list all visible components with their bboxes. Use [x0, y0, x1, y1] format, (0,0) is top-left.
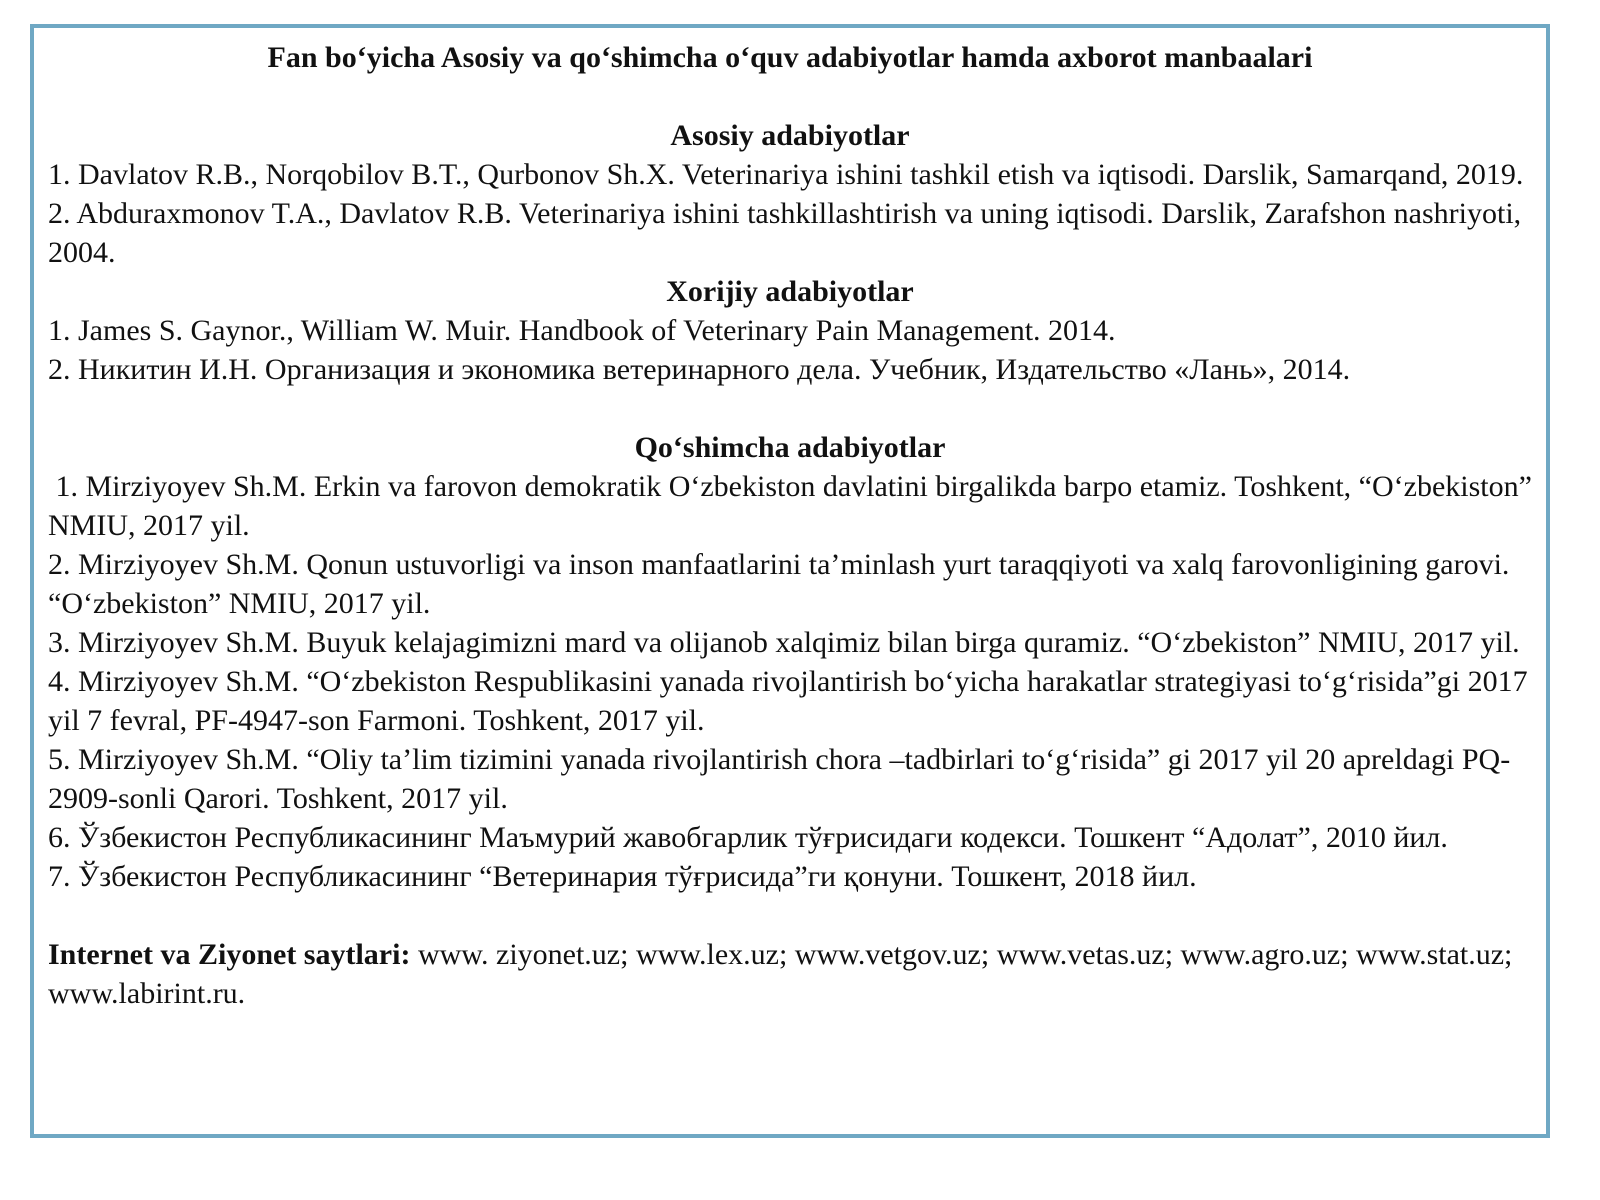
section-heading-main: Asosiy adabiyotlar: [670, 119, 910, 152]
blank-line: [48, 389, 1532, 428]
document-title: Fan bo‘yicha Asosiy va qo‘shimcha o‘quv adabiyotlar hamda axborot manbaalari: [267, 41, 1313, 74]
internet-sources-sites: www. ziyonet.uz; www.lex.uz; www.vetgov.uz; www.vetas.uz; www.agro.uz; www.stat.uz; www.labirint.ru.: [48, 938, 1513, 1010]
list-item: 3. Mirziyoyev Sh.M. Buyuk kelajagimizni mard va olijanob xalqimiz bilan birga quramiz. “O‘zbekiston” NMIU, 2017 yil.: [48, 626, 1520, 659]
blank-line: [48, 896, 1532, 935]
list-item: 1. Davlatov R.B., Norqobilov B.T., Qurbonov Sh.X. Veterinariya ishini tashkil etish va iqtisodi. Darslik, Samarqand, 2019.: [48, 158, 1524, 191]
list-item: 2. Abduraxmonov T.A., Davlatov R.B. Veterinariya ishini tashkillashtirish va uning iqtisodi. Darslik, Zarafshon nashriyoti, 2004.: [48, 197, 1522, 269]
list-item: 1. James S. Gaynor., William W. Muir. Handbook of Veterinary Pain Management. 2014.: [48, 314, 1116, 347]
section-heading-additional: Qo‘shimcha adabiyotlar: [634, 431, 946, 464]
literature-frame: [30, 24, 1550, 1138]
list-item: 7. Ўзбекистон Республикасининг “Ветеринария тўғрисида”ги қонуни. Тошкент, 2018 йил.: [48, 860, 1197, 893]
list-item: 6. Ўзбекистон Республикасининг Маъмурий жавобгарлик тўғрисидаги кодекси. Тошкент “Адолат”, 2010 йил.: [48, 821, 1448, 854]
foreign-literature-list: [48, 311, 1532, 389]
additional-literature-list: [48, 467, 1540, 896]
internet-sources-label: Internet va Ziyonet saytlari:: [48, 938, 411, 971]
list-item: 2. Mirziyoyev Sh.M. Qonun ustuvorligi va inson manfaatlarini ta’minlash yurt taraqqiyoti va xalq farovonligining garovi. “O‘zbekiston” NMIU, 2017 yil.: [48, 548, 1510, 620]
list-item: 2. Никитин И.Н. Организация и экономика ветеринарного дела. Учебник, Издательство «Лань», 2014.: [48, 353, 1351, 386]
list-item: 4. Mirziyoyev Sh.M. “O‘zbekiston Respublikasini yanada rivojlantirish bo‘yicha harakatlar strategiyasi to‘g‘risida”gi 2017 yil 7 fevral, PF-4947-son Farmoni. Toshkent, 2017 yil.: [48, 665, 1528, 737]
internet-sources: [48, 935, 1532, 1013]
main-literature-list: [48, 155, 1532, 272]
list-item: 5. Mirziyoyev Sh.M. “Oliy ta’lim tizimini yanada rivojlantirish chora –tadbirlari to‘g‘risida” gi 2017 yil 20 apreldagi PQ-2909-sonli Qarori. Toshkent, 2017 yil.: [48, 743, 1511, 815]
list-item: 1. Mirziyoyev Sh.M. Erkin va farovon demokratik O‘zbekiston davlatini birgalikda barpo etamiz. Toshkent, “O‘zbekiston” NMIU, 2017 yil.: [48, 470, 1540, 542]
section-heading-foreign: Xorijiy adabiyotlar: [666, 275, 914, 308]
